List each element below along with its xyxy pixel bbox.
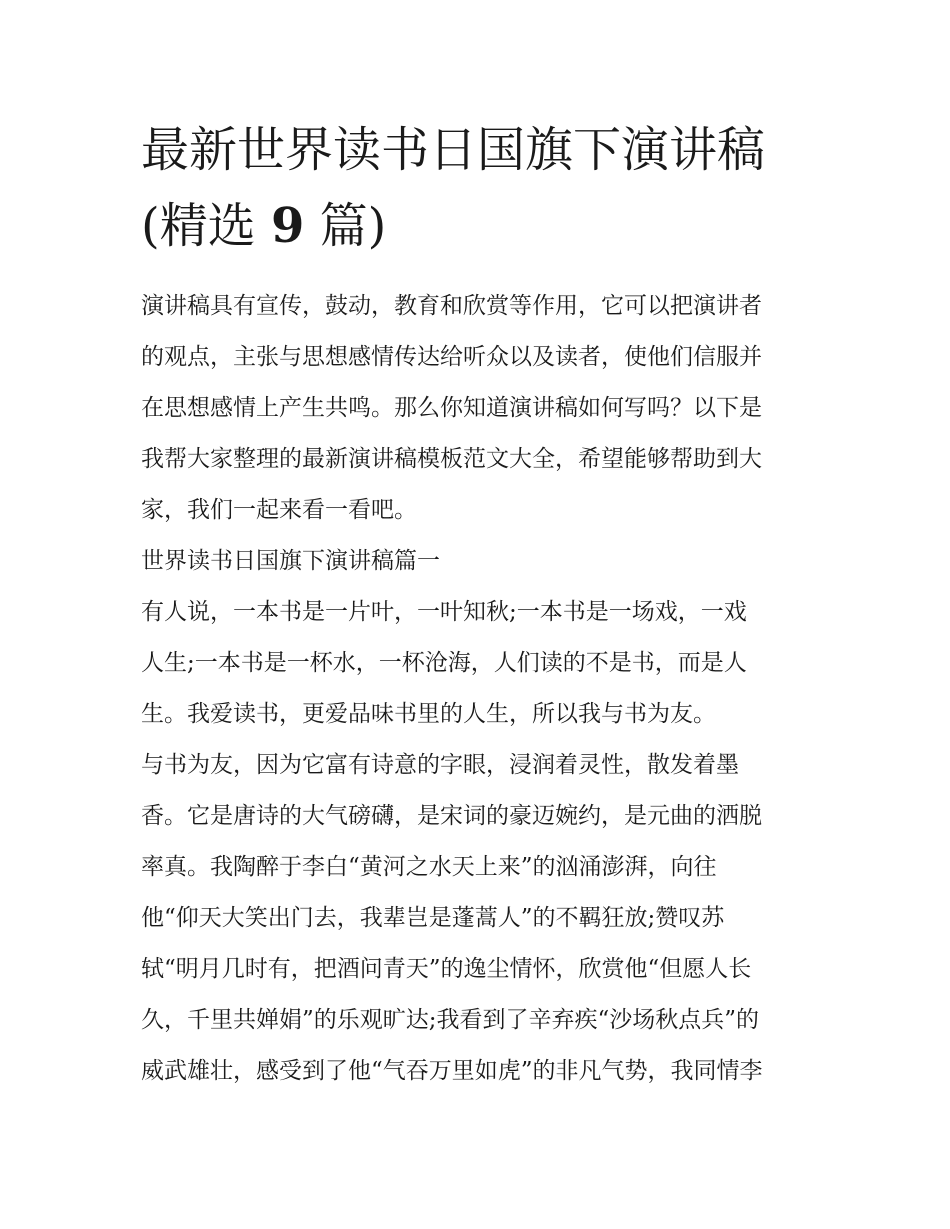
title-close: 篇) bbox=[304, 198, 387, 254]
text-line: 轼“明月几时有，把酒问青天”的逸尘情怀，欣赏他“但愿人长 bbox=[141, 956, 752, 982]
text-line: 他“仰天大笑出门去，我辈岂是蓬蒿人”的不羁狂放;赞叹苏 bbox=[141, 905, 725, 931]
text-line: 有人说，一本书是一片叶，一叶知秋;一本书是一场戏，一戏 bbox=[141, 599, 747, 625]
text-line: 与书为友，因为它富有诗意的字眼，浸润着灵性，散发着墨 bbox=[141, 752, 739, 778]
text-line: 威武雄壮，感受到了他“气吞万里如虎”的非凡气势，我同情李 bbox=[141, 1058, 763, 1084]
document-body bbox=[141, 281, 813, 1097]
text-line: 生。我爱读书，更爱品味书里的人生，所以我与书为友。 bbox=[141, 701, 716, 727]
text-line: 演讲稿具有宣传，鼓动，教育和欣赏等作用，它可以把演讲者 bbox=[141, 293, 762, 319]
section-heading bbox=[141, 536, 813, 587]
section-heading-text: 世界读书日国旗下演讲稿篇一 bbox=[141, 548, 440, 574]
text-line: 的观点，主张与思想感情传达给听众以及读者，使他们信服并 bbox=[141, 344, 762, 370]
document-title bbox=[141, 112, 813, 264]
title-count: 9 bbox=[271, 198, 305, 254]
title-line-2 bbox=[141, 188, 813, 264]
text-line: 人生;一本书是一杯水，一杯沧海，人们读的不是书，而是人 bbox=[141, 650, 747, 676]
text-line: 我帮大家整理的最新演讲稿模板范文大全，希望能够帮助到大 bbox=[141, 446, 762, 472]
paragraph-1 bbox=[141, 587, 813, 740]
text-line: 香。它是唐诗的大气磅礴，是宋词的豪迈婉约，是元曲的洒脱 bbox=[141, 803, 762, 829]
paragraph-2 bbox=[141, 740, 813, 1097]
title-line-1: 最新世界读书日国旗下演讲稿 bbox=[141, 122, 766, 178]
text-line: 家，我们一起来看一看吧。 bbox=[141, 497, 417, 523]
document-page bbox=[141, 112, 813, 1097]
title-open: (精选 bbox=[141, 198, 271, 254]
text-line: 率真。我陶醉于李白“黄河之水天上来”的汹涌澎湃，向往 bbox=[141, 854, 717, 880]
intro-paragraph bbox=[141, 281, 813, 536]
text-line: 在思想感情上产生共鸣。那么你知道演讲稿如何写吗？以下是 bbox=[141, 395, 762, 421]
text-line: 久，千里共婵娟”的乐观旷达;我看到了辛弃疾“沙场秋点兵”的 bbox=[141, 1007, 760, 1033]
